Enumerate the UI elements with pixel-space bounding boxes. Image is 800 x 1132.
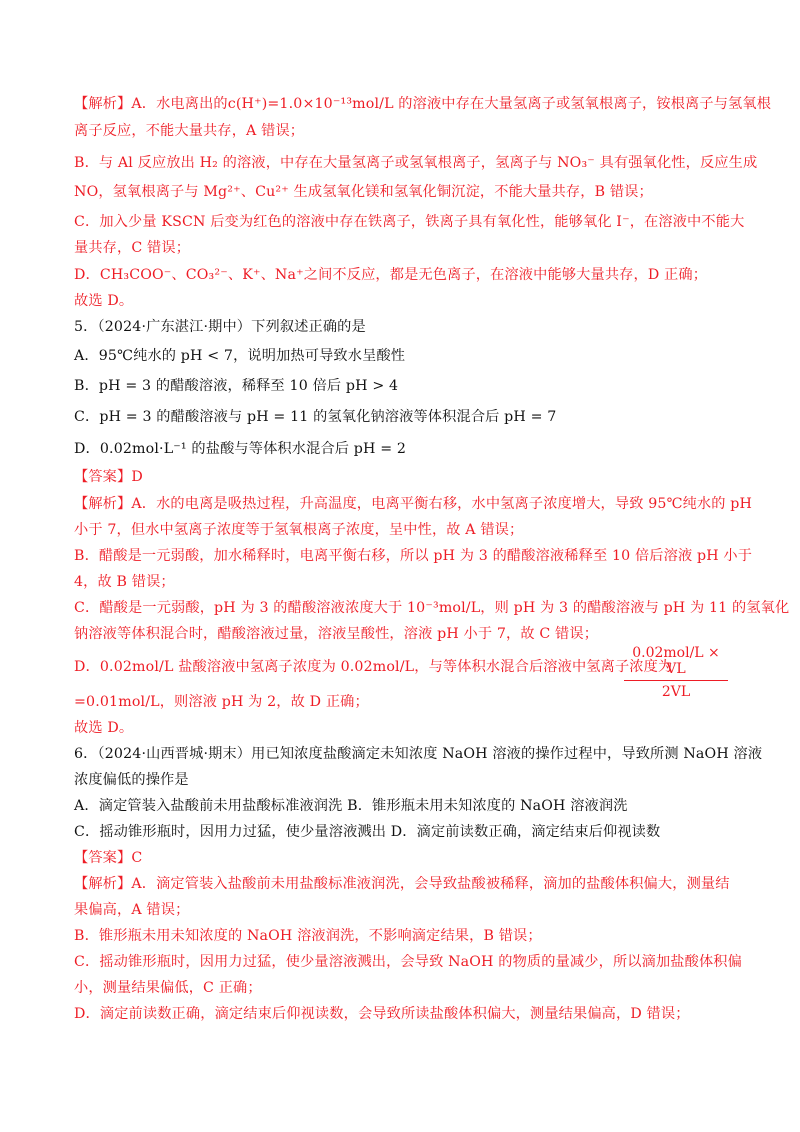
q5-analysis-line-6: 钠溶液等体积混合时，醋酸溶液过量，溶液呈酸性，溶液 pH 小于 7，故 C 错误； (74, 626, 599, 642)
q4-analysis-line-6: 量共存，C 错误； (74, 240, 191, 256)
q4-analysis-line-2: 离子反应，不能大量共存，A 错误； (74, 123, 305, 139)
q6-analysis-line-1: 【解析】A．滴定管装入盐酸前未用盐酸标准液润洗，会导致盐酸被稀释，滴加的盐酸体积偏大，测量结 (74, 876, 730, 892)
q4-analysis-line-5: C．加入少量 KSCN 后变为红色的溶液中存在铁离子，铁离子具有氧化性，能够氧化 I⁻，在溶液中不能大 (74, 214, 745, 230)
q6-analysis-line-6: D．滴定前读数正确，滴定结束后仰视读数，会导致所读盐酸体积偏大，测量结果偏高，D 错误； (74, 1006, 690, 1022)
q6-stem-line-2: 浓度偏低的操作是 (74, 772, 189, 788)
q5-analysis-line-5: C．醋酸是一元弱酸，pH 为 3 的醋酸溶液浓度大于 10⁻³mol/L，则 pH 为 3 的醋酸溶液与 pH 为 11 的氢氧化 (74, 600, 790, 616)
q6-analysis-line-4: C．摇动锥形瓶时，因用力过猛，使少量溶液溅出，会导致 NaOH 的物质的量减少，所以滴加盐酸体积偏 (74, 954, 742, 970)
q5-analysis-line-9: 故选 D。 (74, 720, 134, 736)
q5-analysis-line-1: 【解析】A．水的电离是吸热过程，升高温度，电离平衡右移，水中氢离子浓度增大，导致 95℃纯水的 pH (74, 496, 753, 512)
q5-analysis-line-7: D．0.02mol/L 盐酸溶液中氢离子浓度为 0.02mol/L，与等体积水混合后溶液中氢离子浓度为 (74, 659, 673, 675)
q5-option-b: B．pH = 3 的醋酸溶液，稀释至 10 倍后 pH > 4 (74, 378, 399, 394)
q5-option-d: D．0.02mol·L⁻¹ 的盐酸与等体积水混合后 pH = 2 (74, 441, 407, 457)
q6-analysis-line-2: 果偏高，A 错误； (74, 902, 190, 918)
q4-analysis-line-1: 【解析】A．水电离出的c(H⁺)=1.0×10⁻¹³mol/L 的溶液中存在大量氢离子或氢氧根离子，铵根离子与氢氧根 (74, 96, 772, 112)
q5-option-c: C．pH = 3 的醋酸溶液与 pH = 11 的氢氧化钠溶液等体积混合后 pH = 7 (74, 409, 557, 425)
q6-options-cd: C．摇动锥形瓶时，因用力过猛，使少量溶液溅出 D．滴定前读数正确，滴定结束后仰视读数 (74, 824, 661, 840)
q5-analysis-line-2: 小于 7，但水中氢离子浓度等于氢氧根离子浓度，呈中性，故 A 错误； (74, 522, 524, 538)
q5-analysis-line-4: 4，故 B 错误； (74, 574, 175, 590)
fraction-bar (624, 680, 728, 681)
q6-options-ab: A．滴定管装入盐酸前未用盐酸标准液润洗 B．锥形瓶未用未知浓度的 NaOH 溶液润洗 (74, 798, 628, 814)
q6-analysis-line-5: 小，测量结果偏低，C 正确； (74, 980, 262, 996)
q5-answer: 【答案】D (74, 469, 143, 485)
q5-analysis-line-3: B．醋酸是一元弱酸，加水稀释时，电离平衡右移，所以 pH 为 3 的醋酸溶液稀释至 10 倍后溶液 pH 小于 (74, 548, 753, 564)
q5-stem: 5．（2024·广东湛江·期中）下列叙述正确的是 (74, 319, 366, 335)
q5-option-a: A．95℃纯水的 pH < 7，说明加热可导致水呈酸性 (74, 348, 406, 364)
q4-analysis-line-4: NO，氢氧根离子与 Mg²⁺、Cu²⁺ 生成氢氧化镁和氢氧化铜沉淀，不能大量共存，B 错误； (74, 184, 653, 200)
fraction-denominator: 2VL (661, 684, 691, 700)
q6-analysis-line-3: B．锥形瓶未用未知浓度的 NaOH 溶液润洗，不影响滴定结果，B 错误； (74, 928, 542, 944)
q5-analysis-line-8: =0.01mol/L，则溶液 pH 为 2，故 D 正确； (74, 694, 369, 710)
q6-answer: 【答案】C (74, 850, 143, 866)
fraction-numerator: 0.02mol/L × VL (632, 645, 720, 677)
q4-analysis-line-7: D．CH₃COO⁻、CO₃²⁻、K⁺、Na⁺之间不反应，都是无色离子，在溶液中能够大量共存，D 正确； (74, 267, 708, 283)
q4-analysis-line-8: 故选 D。 (74, 293, 134, 309)
q4-analysis-line-3: B．与 Al 反应放出 H₂ 的溶液，中存在大量氢离子或氢氧根离子，氢离子与 NO₃⁻ 具有强氧化性，反应生成 (74, 155, 758, 171)
concentration-fraction (624, 645, 728, 700)
q6-stem-line-1: 6．（2024·山西晋城·期末）用已知浓度盐酸滴定未知浓度 NaOH 溶液的操作过程中，导致所测 NaOH 溶液 (74, 746, 763, 762)
